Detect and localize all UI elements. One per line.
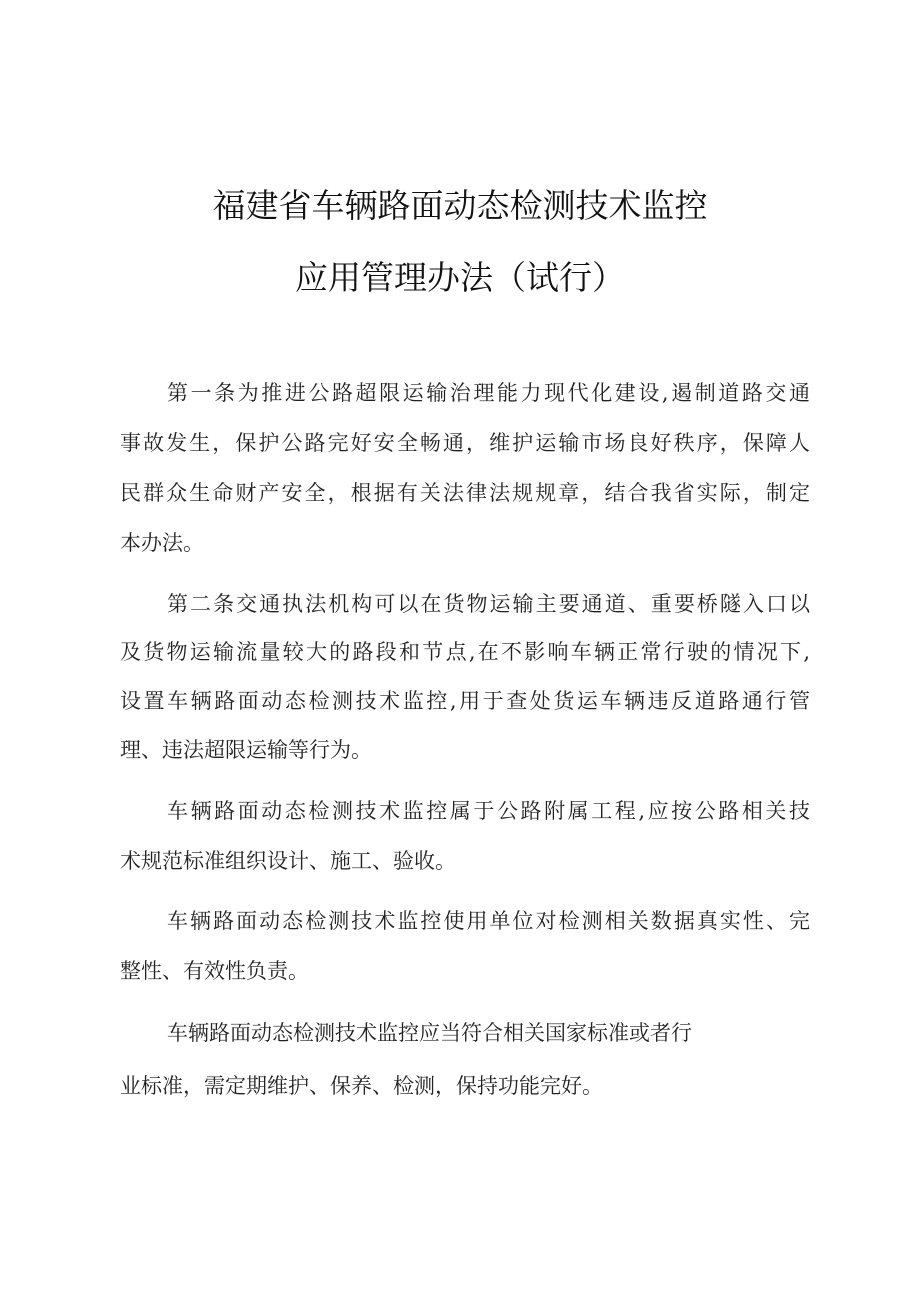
paragraph-4-line-1: 车辆路面动态检测技术监控使用单位对检测相关数据真实性、完 [167, 909, 810, 933]
document-title-line-2: 应用管理办法（试行） [295, 258, 625, 297]
paragraph-3-line-2: 术规范标准组织设计、施工、验收。 [120, 849, 456, 873]
paragraph-5-line-1: 车辆路面动态检测技术监控应当符合相关国家标准或者行 [167, 1021, 692, 1045]
paragraph-1-line-3: 民群众生命财产安全，根据有关法律法规规章，结合我省实际，制定 [120, 481, 810, 505]
paragraph-4-line-2: 整性、有效性负责。 [120, 959, 309, 983]
paragraph-2-line-3: 设置车辆路面动态检测技术监控,用于查处货运车辆违反道路通行管 [120, 689, 810, 713]
paragraph-2-line-4: 理、违法超限运输等行为。 [120, 738, 372, 762]
paragraph-5-line-2: 业标准，需定期维护、保养、检测，保持功能完好。 [120, 1074, 603, 1098]
paragraph-1-line-4: 本办法。 [120, 531, 204, 555]
paragraph-3-line-1: 车辆路面动态检测技术监控属于公路附属工程,应按公路相关技 [167, 799, 810, 823]
paragraph-2-line-1: 第二条交通执法机构可以在货物运输主要通道、重要桥隧入口以 [167, 592, 810, 616]
paragraph-2-line-2: 及货物运输流量较大的路段和节点,在不影响车辆正常行驶的情况下, [120, 640, 810, 664]
paragraph-1-line-2: 事故发生，保护公路完好安全畅通，维护运输市场良好秩序，保障人 [120, 431, 810, 455]
paragraph-1-line-1: 第一条为推进公路超限运输治理能力现代化建设,遏制道路交通 [167, 381, 810, 405]
document-title-line-1: 福建省车辆路面动态检测技术监控 [212, 186, 708, 225]
